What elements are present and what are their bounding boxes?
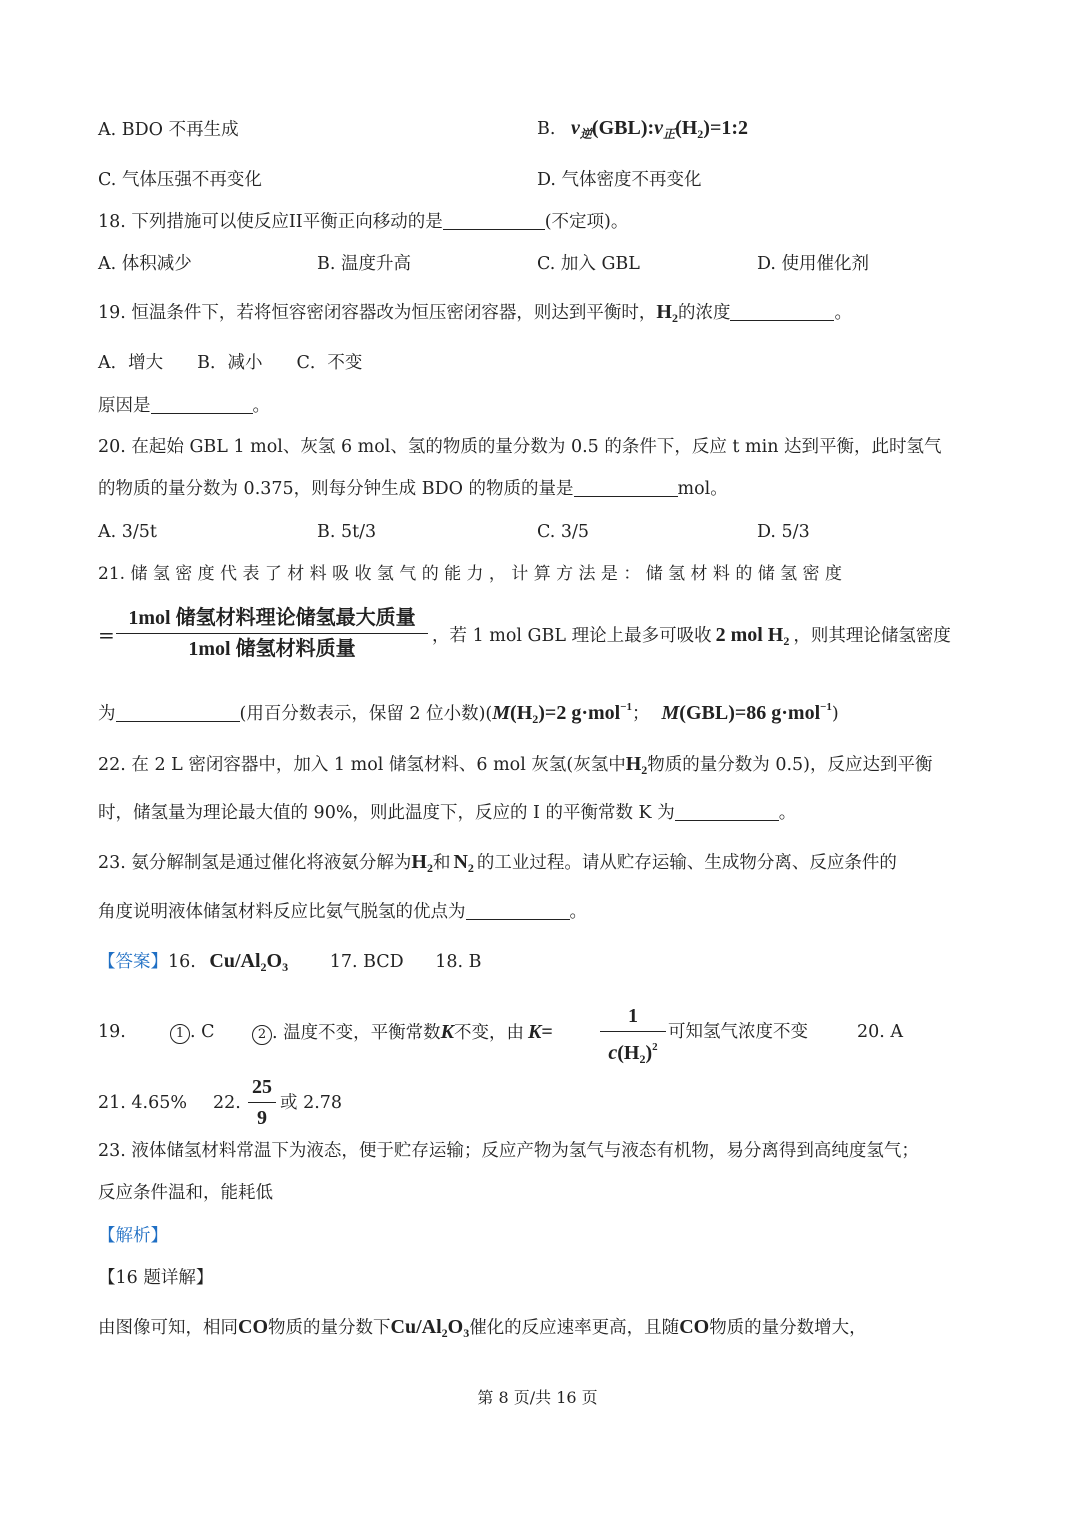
analysis-line1: 由图像可知，相同CO物质的量分数下$Cu/Al_2O_3$催化的反应速率更高，且随CO物质的量分数增大， — [98, 1316, 867, 1340]
equals-sign: = — [98, 623, 115, 647]
q18-option-d: D. 使用催化剂 — [757, 254, 870, 274]
q17-option-c: C. 气体压强不再变化 — [98, 170, 262, 190]
q22-line1: 22. 在 2 L 密闭容器中，加入 1 mol 储氢材料、6 mol 灰氢(灰氢中$H_2$物质的量分数为 0.5)，反应达到平衡 — [98, 753, 933, 777]
q20-option-c: C. 3/5 — [537, 522, 590, 542]
answer-19-conclusion: 可知氢气浓度不变 — [668, 1022, 808, 1042]
answer-23-line1: 23. 液体储氢材料常温下为液态，便于贮存运输；反应产物为氢气与液态有机物，易分离得到高纯度氢气； — [98, 1141, 919, 1161]
answer-line-1: 【答案】16. $Cu/Al_2O_3$ 17. BCD 18. B — [98, 950, 482, 974]
answer-blank — [151, 395, 253, 414]
q20-option-b: B. 5t/3 — [317, 522, 377, 542]
page-footer: 第 8 页/共 16 页 — [477, 1388, 598, 1407]
q20-option-a: A. 3/5t — [98, 522, 157, 542]
answer-22-fraction: 25 9 — [248, 1075, 276, 1130]
answer-tag: 【答案】 — [98, 952, 168, 972]
q18-stem: 18. 下列措施可以使反应II平衡正向移动的是 (不定项)。 — [98, 212, 629, 232]
answer-blank — [466, 901, 570, 920]
q20-option-d: D. 5/3 — [757, 522, 810, 542]
answer-22-alt: 或 2.78 — [280, 1093, 343, 1113]
q17-option-a: A. BDO 不再生成 — [98, 120, 239, 140]
q21-line1: 21. 储 氢 密 度 代 表 了 材 料 吸 收 氢 气 的 能 力 ， 计 算 方 法 是 ： 储 氢 材 料 的 储 氢 密 度 — [98, 564, 842, 584]
answer-23-line2: 反应条件温和，能耗低 — [98, 1183, 273, 1203]
q21-line3: 为 (用百分数表示，保留 2 位小数)($M(H_2)=2$ g·mol$^{-1}$； M(GBL)=86 g·mol$^{-1}$) — [98, 701, 839, 726]
answer-blank — [730, 302, 834, 321]
answer-19-part2: 2 . 温度不变，平衡常数K不变，由 K= — [252, 1021, 553, 1045]
q18-option-c: C. 加入 GBL — [537, 254, 640, 274]
q16-detail-title: 【16 题详解】 — [98, 1268, 214, 1288]
q20-line1: 20. 在起始 GBL 1 mol、灰氢 6 mol、氢的物质的量分数为 0.5 的条件下，反应 t min 达到平衡，此时氢气 — [98, 437, 942, 457]
answer-blank — [116, 703, 240, 722]
q19-reason: 原因是 。 — [98, 396, 270, 416]
q17-option-d: D. 气体密度不再变化 — [537, 170, 702, 190]
q23-line1: 23. 氨分解制氢是通过催化将液氨分解为$H_2$和 $N_2$ 的工业过程。请从贮存运输、生成物分离、反应条件的 — [98, 851, 897, 875]
answer-21: 21. 4.65% — [98, 1093, 187, 1113]
answer-blank — [574, 478, 678, 497]
q20-line2: 的物质的量分数为 0.375，则每分钟生成 BDO 的物质的量是 mol。 — [98, 479, 728, 499]
answer-blank — [443, 211, 545, 230]
q19-stem: 19. 恒温条件下，若将恒容密闭容器改为恒压密闭容器，则达到平衡时，$H_2$的浓度 。 — [98, 301, 852, 325]
q18-option-a: A. 体积减少 — [98, 254, 192, 274]
k-formula-fraction: 1 $c(H_2)^2$ — [600, 1004, 666, 1071]
answer-blank — [675, 802, 779, 821]
circled-number-1: 1 — [170, 1024, 190, 1044]
answer-19-label: 19. — [98, 1022, 126, 1042]
q23-line2: 角度说明液体储氢材料反应比氨气脱氢的优点为 。 — [98, 902, 587, 922]
q19-options: A．增大 B．减小 C．不变 — [98, 353, 363, 373]
answer-19-part1: 1 . C — [170, 1021, 215, 1044]
answer-20: 20. A — [857, 1022, 904, 1042]
q22-line2: 时，储氢量为理论最大值的 90%，则此温度下，反应的 I 的平衡常数 K 为 。 — [98, 803, 797, 823]
analysis-tag: 【解析】 — [98, 1226, 168, 1246]
answer-22-label: 22. — [213, 1093, 241, 1113]
q17-option-b: B. $v_逆(GBL):v_正(H_2)=1:2$ — [537, 117, 748, 141]
density-fraction: 1mol 储氢材料理论储氢最大质量 1mol 储氢材料质量 — [116, 606, 428, 661]
q18-option-b: B. 温度升高 — [317, 254, 411, 274]
q21-line2: ，若 1 mol GBL 理论上最多可吸收 2 mol $H_2$ ，则其理论储氢密度 — [432, 624, 951, 648]
circled-number-2: 2 — [252, 1025, 272, 1045]
